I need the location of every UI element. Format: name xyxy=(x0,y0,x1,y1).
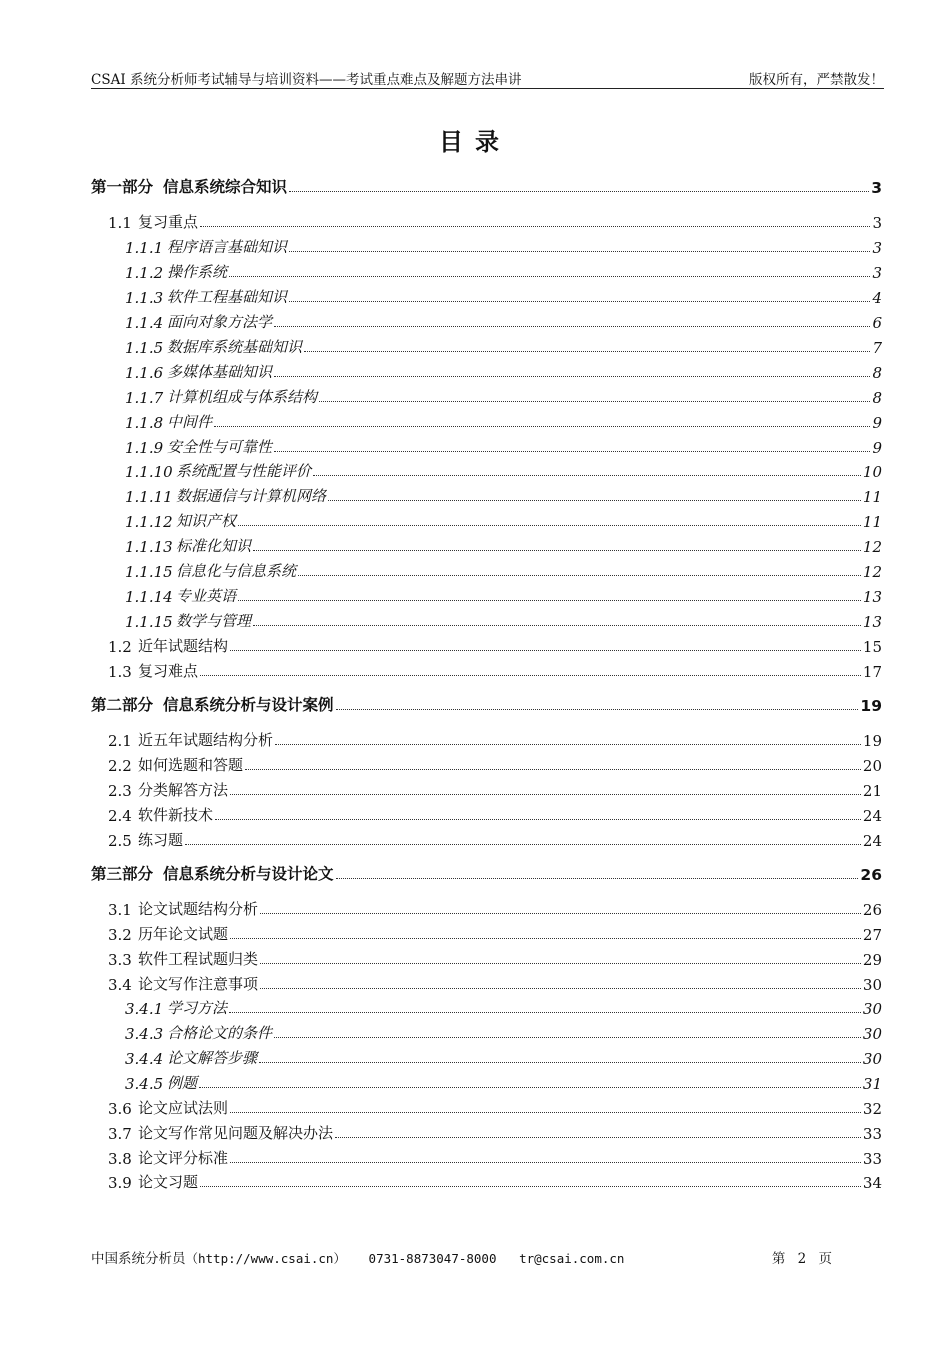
toc-entry-label: 数学与管理 xyxy=(176,612,252,630)
toc-entry-number: 2.5 xyxy=(108,832,132,850)
toc-entry-page: 33 xyxy=(862,1125,882,1143)
toc-entry-label: 合格论文的条件 xyxy=(167,1024,273,1042)
toc-entry-label: 操作系统 xyxy=(167,263,228,281)
toc-leader-dots xyxy=(274,451,870,452)
toc-entry-number: 1.1.10 xyxy=(125,463,173,481)
toc-leader-dots xyxy=(230,650,861,651)
toc-entry[interactable] xyxy=(91,864,882,884)
toc-entry-label: 数据库系统基础知识 xyxy=(167,338,303,356)
toc-entry-page: 29 xyxy=(862,951,882,969)
toc-leader-dots xyxy=(319,401,870,402)
toc-entry-number: 1.1.2 xyxy=(125,264,164,282)
toc-entry-number: 第二部分 xyxy=(91,696,154,714)
toc-entry-label: 论文写作常见问题及解决办法 xyxy=(138,1124,334,1142)
toc-entry-label: 面向对象方法学 xyxy=(167,313,273,331)
toc-entry-label: 练习题 xyxy=(138,831,184,849)
toc-entry-number: 3.4.5 xyxy=(125,1075,164,1093)
toc-entry-number: 1.1.15 xyxy=(125,563,173,581)
toc-entry-number: 3.4.1 xyxy=(125,1000,164,1018)
toc-leader-dots xyxy=(289,251,870,252)
toc-entry[interactable] xyxy=(91,486,882,506)
toc-entry-label: 论文评分标准 xyxy=(138,1149,229,1167)
toc-entry-number: 1.1 xyxy=(108,214,132,232)
toc-entry-page: 6 xyxy=(872,314,882,332)
toc-entry[interactable] xyxy=(91,1172,882,1192)
toc-entry-page: 11 xyxy=(862,488,882,506)
toc-entry-label: 多媒体基础知识 xyxy=(167,363,273,381)
toc-entry-label: 知识产权 xyxy=(176,512,237,530)
toc-leader-dots xyxy=(215,819,861,820)
toc-entry-number: 3.8 xyxy=(108,1150,132,1168)
toc-entry[interactable] xyxy=(91,899,882,919)
toc-entry-page: 17 xyxy=(862,663,882,681)
toc-entry-page: 10 xyxy=(862,463,882,481)
toc-leader-dots xyxy=(230,1112,861,1113)
toc-entry-label: 例题 xyxy=(167,1074,198,1092)
toc-leader-dots xyxy=(185,844,861,845)
toc-entry-number: 1.2 xyxy=(108,638,132,656)
toc-entry-label: 信息系统分析与设计论文 xyxy=(163,865,334,883)
toc-entry-label: 系统配置与性能评价 xyxy=(176,462,312,480)
toc-entry[interactable] xyxy=(91,1073,882,1093)
toc-leader-dots xyxy=(335,1137,861,1138)
footer-page-suffix: 页 xyxy=(818,1251,832,1267)
toc-entry[interactable] xyxy=(91,362,882,382)
toc-leader-dots xyxy=(298,575,861,576)
toc-entry-number: 1.1.4 xyxy=(125,314,164,332)
footer-contact xyxy=(91,1247,624,1267)
toc-entry-label: 中间件 xyxy=(167,413,213,431)
toc-entry[interactable] xyxy=(91,237,882,257)
footer-page xyxy=(772,1247,832,1267)
toc-entry-label: 分类解答方法 xyxy=(138,781,229,799)
toc-entry-label: 历年论文试题 xyxy=(138,925,229,943)
toc-entry-label: 安全性与可靠性 xyxy=(167,438,273,456)
toc-entry[interactable] xyxy=(91,611,882,631)
toc-entry-label: 复习难点 xyxy=(138,662,199,680)
toc-entry[interactable] xyxy=(91,536,882,556)
toc-entry-label: 近年试题结构 xyxy=(138,637,229,655)
toc-entry-page: 31 xyxy=(862,1075,882,1093)
toc-entry-number: 第一部分 xyxy=(91,178,154,196)
toc-title: 目录 xyxy=(439,127,511,156)
toc-entry-label: 学习方法 xyxy=(167,999,228,1017)
toc-entry-page: 20 xyxy=(862,757,882,775)
toc-leader-dots xyxy=(289,191,869,192)
toc-entry-page: 24 xyxy=(862,807,882,825)
toc-entry-page: 32 xyxy=(862,1100,882,1118)
toc-leader-dots xyxy=(336,709,859,710)
toc-entry-number: 1.1.5 xyxy=(125,339,164,357)
toc-entry-number: 1.1.8 xyxy=(125,414,164,432)
toc-entry[interactable] xyxy=(91,974,882,994)
toc-entry[interactable] xyxy=(91,805,882,825)
toc-entry-number: 2.1 xyxy=(108,732,132,750)
toc-entry-number: 3.6 xyxy=(108,1100,132,1118)
toc-leader-dots xyxy=(245,769,861,770)
footer-url: （http://www.csai.cn） xyxy=(185,1251,346,1266)
header-title: CSAI 系统分析师考试辅导与培训资料——考试重点难点及解题方法串讲 xyxy=(91,72,522,88)
toc-entry-label: 复习重点 xyxy=(138,213,199,231)
toc-leader-dots xyxy=(260,963,861,964)
toc-entry-label: 软件新技术 xyxy=(138,806,214,824)
toc-entry-number: 1.1.12 xyxy=(125,513,173,531)
toc-entry-page: 12 xyxy=(862,538,882,556)
footer-page-number: 2 xyxy=(797,1251,807,1267)
toc-leader-dots xyxy=(229,1012,861,1013)
toc-entry-page: 30 xyxy=(862,1025,882,1043)
toc-leader-dots xyxy=(313,475,861,476)
toc-leader-dots xyxy=(238,600,861,601)
toc-entry-number: 1.1.1 xyxy=(125,239,164,257)
toc-entry[interactable] xyxy=(91,437,882,457)
toc-entry[interactable] xyxy=(91,949,882,969)
toc-leader-dots xyxy=(260,988,861,989)
toc-entry-number: 1.1.6 xyxy=(125,364,164,382)
toc-leader-dots xyxy=(274,326,870,327)
toc-entry-label: 标准化知识 xyxy=(176,537,252,555)
toc-entry-page: 21 xyxy=(862,782,882,800)
toc-leader-dots xyxy=(200,226,870,227)
toc-entry-page: 9 xyxy=(872,439,882,457)
toc-entry[interactable] xyxy=(91,924,882,944)
toc-leader-dots xyxy=(230,938,861,939)
toc-entry-label: 论文习题 xyxy=(138,1173,199,1191)
toc-entry[interactable] xyxy=(91,1148,882,1168)
toc-entry[interactable] xyxy=(91,661,882,681)
toc-entry-label: 论文应试法则 xyxy=(138,1099,229,1117)
toc-entry[interactable] xyxy=(91,212,882,232)
toc-entry[interactable] xyxy=(91,780,882,800)
toc-leader-dots xyxy=(275,744,861,745)
toc-entry-number: 3.4.4 xyxy=(125,1050,164,1068)
toc-entry-page: 30 xyxy=(862,976,882,994)
toc-entry[interactable] xyxy=(91,1123,882,1143)
toc-entry-page: 13 xyxy=(862,613,882,631)
toc-entry-number: 3.1 xyxy=(108,901,132,919)
toc-entry-page: 19 xyxy=(860,697,882,715)
toc-entry-label: 近五年试题结构分析 xyxy=(138,731,274,749)
toc-entry-page: 19 xyxy=(862,732,882,750)
toc-entry[interactable] xyxy=(91,636,882,656)
toc-entry-label: 信息系统分析与设计案例 xyxy=(163,696,334,714)
toc-entry-page: 33 xyxy=(862,1150,882,1168)
toc-entry[interactable] xyxy=(91,287,882,307)
toc-entry-label: 论文解答步骤 xyxy=(167,1049,258,1067)
toc-entry-page: 3 xyxy=(871,179,882,197)
toc-entry-label: 软件工程基础知识 xyxy=(167,288,288,306)
toc-entry-number: 1.1.13 xyxy=(125,538,173,556)
toc-leader-dots xyxy=(289,301,870,302)
toc-entry-page: 4 xyxy=(872,289,882,307)
toc-entry-number: 3.9 xyxy=(108,1174,132,1192)
toc-leader-dots xyxy=(274,1037,861,1038)
toc-leader-dots xyxy=(230,1162,861,1163)
toc-entry-number: 3.4 xyxy=(108,976,132,994)
toc-entry-label: 专业英语 xyxy=(176,587,237,605)
toc-entry-number: 3.2 xyxy=(108,926,132,944)
toc-entry-page: 15 xyxy=(862,638,882,656)
toc-leader-dots xyxy=(328,500,861,501)
toc-entry-page: 26 xyxy=(862,901,882,919)
toc-leader-dots xyxy=(200,1186,861,1187)
toc-entry-page: 26 xyxy=(860,866,882,884)
toc-entry[interactable] xyxy=(91,1098,882,1118)
toc-leader-dots xyxy=(199,1087,861,1088)
toc-leader-dots xyxy=(200,675,861,676)
toc-leader-dots xyxy=(253,550,861,551)
toc-leader-dots xyxy=(274,376,870,377)
toc-entry-number: 3.3 xyxy=(108,951,132,969)
toc-entry-page: 24 xyxy=(862,832,882,850)
toc-entry-number: 1.1.15 xyxy=(125,613,173,631)
toc-entry-page: 7 xyxy=(872,339,882,357)
toc-entry-label: 论文试题结构分析 xyxy=(138,900,259,918)
toc-entry-label: 计算机组成与体系结构 xyxy=(167,388,318,406)
toc-entry[interactable] xyxy=(91,755,882,775)
toc-entry-page: 12 xyxy=(862,563,882,581)
toc-entry-page: 30 xyxy=(862,1050,882,1068)
toc-entry-page: 11 xyxy=(862,513,882,531)
toc-entry-label: 论文写作注意事项 xyxy=(138,975,259,993)
toc-entry-number: 3.4.3 xyxy=(125,1025,164,1043)
toc-entry-page: 8 xyxy=(872,364,882,382)
toc-entry[interactable] xyxy=(91,461,882,481)
toc-entry-number: 2.2 xyxy=(108,757,132,775)
toc-entry[interactable] xyxy=(91,387,882,407)
toc-entry[interactable] xyxy=(91,695,882,715)
toc-leader-dots xyxy=(260,913,861,914)
toc-entry-number: 1.1.3 xyxy=(125,289,164,307)
toc-leader-dots xyxy=(230,794,861,795)
toc-entry[interactable] xyxy=(91,998,882,1018)
toc-entry-number: 1.3 xyxy=(108,663,132,681)
toc-leader-dots xyxy=(229,276,870,277)
toc-entry-number: 第三部分 xyxy=(91,865,154,883)
toc-entry[interactable] xyxy=(91,177,882,197)
toc-entry[interactable] xyxy=(91,830,882,850)
footer-org: 中国系统分析员 xyxy=(91,1251,186,1267)
toc-entry-page: 8 xyxy=(872,389,882,407)
footer-phone: 0731-8873047-8000 xyxy=(368,1251,497,1266)
header-copyright: 版权所有，严禁散发！ xyxy=(749,72,884,88)
toc-entry-label: 软件工程试题归类 xyxy=(138,950,259,968)
toc-entry-number: 1.1.7 xyxy=(125,389,164,407)
toc-entry[interactable] xyxy=(91,412,882,432)
toc-entry[interactable] xyxy=(91,312,882,332)
toc-entry[interactable] xyxy=(91,262,882,282)
toc-entry[interactable] xyxy=(91,337,882,357)
toc-leader-dots xyxy=(214,426,870,427)
toc-entry-number: 1.1.14 xyxy=(125,588,173,606)
toc-entry[interactable] xyxy=(91,561,882,581)
toc-entry-number: 3.7 xyxy=(108,1125,132,1143)
footer-page-prefix: 第 xyxy=(771,1251,786,1267)
toc-entry-page: 9 xyxy=(872,414,882,432)
toc-entry-page: 3 xyxy=(872,239,882,257)
toc-entry[interactable] xyxy=(91,511,882,531)
page-header xyxy=(91,66,884,89)
toc-entry-number: 2.4 xyxy=(108,807,132,825)
toc-entry-label: 如何选题和答题 xyxy=(138,756,244,774)
toc-entry-page: 3 xyxy=(872,264,882,282)
toc-entry-number: 1.1.9 xyxy=(125,439,164,457)
toc-entry-label: 程序语言基础知识 xyxy=(167,238,288,256)
toc-entry-number: 1.1.11 xyxy=(125,488,173,506)
toc-leader-dots xyxy=(238,525,861,526)
footer-email: tr@csai.com.cn xyxy=(519,1251,625,1266)
toc-leader-dots xyxy=(304,351,870,352)
toc-leader-dots xyxy=(259,1062,861,1063)
toc-entry-page: 34 xyxy=(862,1174,882,1192)
toc-entry-page: 13 xyxy=(862,588,882,606)
toc-entry-label: 数据通信与计算机网络 xyxy=(176,487,327,505)
toc-entry[interactable] xyxy=(91,1048,882,1068)
toc-entry-number: 2.3 xyxy=(108,782,132,800)
toc-entry[interactable] xyxy=(91,730,882,750)
toc-leader-dots xyxy=(336,878,859,879)
toc-entry-label: 信息系统综合知识 xyxy=(163,178,288,196)
toc-leader-dots xyxy=(253,625,861,626)
toc-entry-label: 信息化与信息系统 xyxy=(176,562,297,580)
toc-entry-page: 30 xyxy=(862,1000,882,1018)
toc-entry-page: 3 xyxy=(872,214,882,232)
toc-entry[interactable] xyxy=(91,586,882,606)
toc-entry[interactable] xyxy=(91,1023,882,1043)
toc-entry-page: 27 xyxy=(862,926,882,944)
